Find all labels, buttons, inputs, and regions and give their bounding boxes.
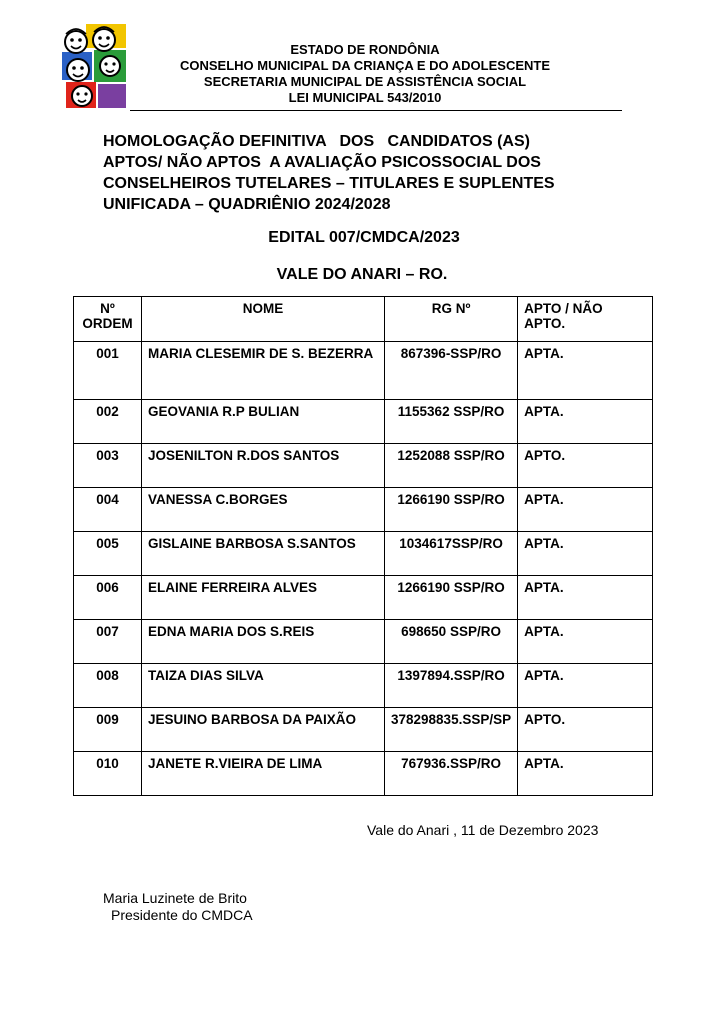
- cell-status: APTO.: [518, 444, 653, 488]
- edital-number: EDITAL 007/CMDCA/2023: [268, 229, 460, 246]
- cell-rg: 1266190 SSP/RO: [385, 576, 518, 620]
- cell-status: APTA.: [518, 620, 653, 664]
- cell-rg: 867396-SSP/RO: [385, 342, 518, 400]
- cell-rg: 1034617SSP/RO: [385, 532, 518, 576]
- cell-rg: 1252088 SSP/RO: [385, 444, 518, 488]
- logo-purple-block: [98, 84, 126, 108]
- header-law: LEI MUNICIPAL 543/2010: [288, 90, 442, 105]
- cell-nome: EDNA MARIA DOS S.REIS: [142, 620, 385, 664]
- cell-status: APTA.: [518, 576, 653, 620]
- cell-ordem: 006: [74, 576, 142, 620]
- cell-status: APTA.: [518, 488, 653, 532]
- cell-rg: 378298835.SSP/SP: [385, 708, 518, 752]
- title-line: CONSELHEIROS TUTELARES – TITULARES E SUPLENTES: [103, 175, 555, 192]
- title-line: HOMOLOGAÇÃO DEFINITIVA DOS CANDIDATOS (AS): [103, 133, 530, 150]
- document-title: [103, 131, 623, 215]
- col-header-rg: RG Nº: [385, 297, 518, 342]
- cell-nome: ELAINE FERREIRA ALVES: [142, 576, 385, 620]
- cell-status: APTA.: [518, 664, 653, 708]
- cell-ordem: 008: [74, 664, 142, 708]
- signatory-name: Maria Luzinete de Brito: [103, 890, 247, 906]
- cmdca-logo: [56, 22, 132, 110]
- signatory-role: Presidente do CMDCA: [111, 907, 253, 923]
- col-header-apto: APTO / NÃO APTO.: [518, 297, 653, 342]
- cell-status: APTO.: [518, 708, 653, 752]
- cell-status: APTA.: [518, 532, 653, 576]
- cell-ordem: 002: [74, 400, 142, 444]
- cell-ordem: 010: [74, 752, 142, 796]
- cell-ordem: 009: [74, 708, 142, 752]
- table-row: [74, 620, 653, 664]
- table-row: [74, 576, 653, 620]
- cell-rg: 1266190 SSP/RO: [385, 488, 518, 532]
- cell-nome: GEOVANIA R.P BULIAN: [142, 400, 385, 444]
- candidates-table: [73, 296, 653, 796]
- cell-rg: 767936.SSP/RO: [385, 752, 518, 796]
- table-row: [74, 488, 653, 532]
- cell-ordem: 001: [74, 342, 142, 400]
- col-header-ordem: Nº ORDEM: [74, 297, 142, 342]
- title-line: APTOS/ NÃO APTOS A AVALIAÇÃO PSICOSSOCIAL DOS: [103, 154, 541, 171]
- cell-nome: JESUINO BARBOSA DA PAIXÃO: [142, 708, 385, 752]
- header-council: CONSELHO MUNICIPAL DA CRIANÇA E DO ADOLESCENTE: [179, 58, 551, 73]
- table-row: [74, 532, 653, 576]
- cell-nome: JANETE R.VIEIRA DE LIMA: [142, 752, 385, 796]
- cell-rg: 1397894.SSP/RO: [385, 664, 518, 708]
- table-row: [74, 708, 653, 752]
- cell-status: APTA.: [518, 400, 653, 444]
- table-row: [74, 752, 653, 796]
- cell-ordem: 005: [74, 532, 142, 576]
- cell-ordem: 007: [74, 620, 142, 664]
- cell-nome: JOSENILTON R.DOS SANTOS: [142, 444, 385, 488]
- header-divider: [130, 110, 622, 111]
- table-row: [74, 664, 653, 708]
- col-header-nome: NOME: [142, 297, 385, 342]
- letterhead: [130, 42, 600, 106]
- header-secretariat: SECRETARIA MUNICIPAL DE ASSISTÊNCIA SOCIAL: [203, 74, 527, 89]
- cell-ordem: 003: [74, 444, 142, 488]
- cell-ordem: 004: [74, 488, 142, 532]
- table-header-row: [74, 297, 653, 342]
- cell-nome: TAIZA DIAS SILVA: [142, 664, 385, 708]
- cell-rg: 1155362 SSP/RO: [385, 400, 518, 444]
- cell-status: APTA.: [518, 342, 653, 400]
- table-row: [74, 444, 653, 488]
- cell-nome: MARIA CLESEMIR DE S. BEZERRA: [142, 342, 385, 400]
- cell-nome: GISLAINE BARBOSA S.SANTOS: [142, 532, 385, 576]
- header-state: ESTADO DE RONDÔNIA: [290, 42, 440, 57]
- cell-status: APTA.: [518, 752, 653, 796]
- municipality: VALE DO ANARI – RO.: [276, 266, 448, 283]
- cell-nome: VANESSA C.BORGES: [142, 488, 385, 532]
- place-and-date: Vale do Anari , 11 de Dezembro 2023: [367, 822, 599, 838]
- signature-block: [103, 890, 253, 924]
- table-row: [74, 342, 653, 400]
- title-line: UNIFICADA – QUADRIÊNIO 2024/2028: [103, 196, 391, 213]
- cell-rg: 698650 SSP/RO: [385, 620, 518, 664]
- table-row: [74, 400, 653, 444]
